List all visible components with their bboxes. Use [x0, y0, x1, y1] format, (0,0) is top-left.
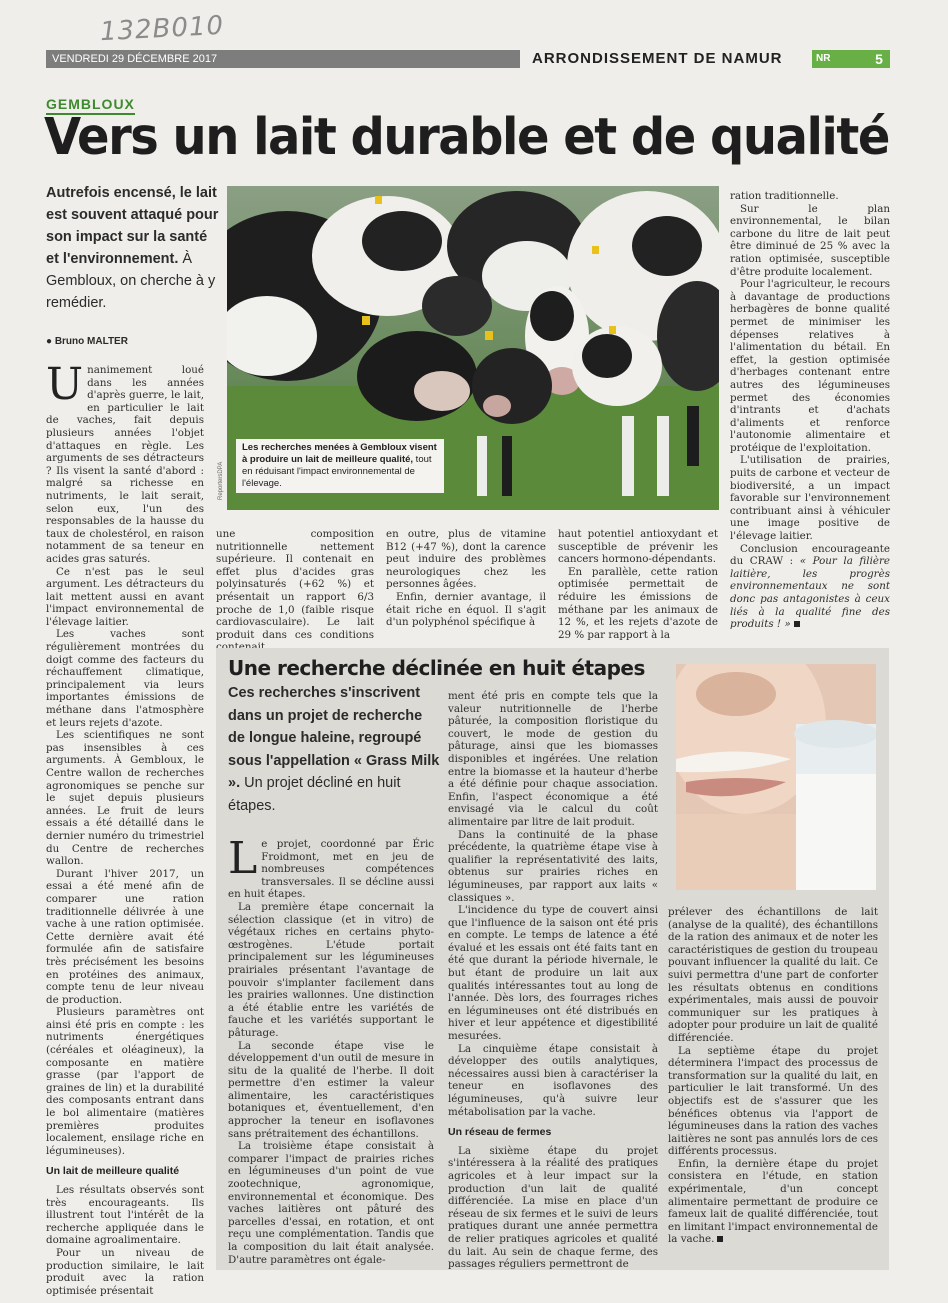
paragraph: La troisième étape consistait à comparer l'impact de prairies riches en légumineuses d'un point de vue zootechnique, agronomique, environnemental et économique. Des vaches laitières ont pâturé des parcelles d'essai, en rotation, et ont reçu une complémentation. Tandis que la composition du lait était analysée. D'autre paramètres ont égale- — [228, 1140, 434, 1266]
page-number: 5 — [868, 50, 890, 68]
paragraph: une composition nutritionnelle nettement supérieure. Il contenait en effet plus d'acides gras polyinsaturés (+62 %) et présentait un rapport 6/3 proche de 1,0 (faible risque cardiovasculaire). Le lait produit dans ces conditions — [216, 528, 374, 641]
paragraph: La sixième étape du projet s'intéressera à la réalité des pratiques agricoles et à leur impact sur la production d'un lait de qualité différenciée. La mise en place d'un réseau de six fermes et le suivi de leurs pratiques durant une année permettra de relier pratiques agricoles et qualité du lait. Au sein de chaque ferme, des passages réguliers permettront de — [448, 1144, 658, 1271]
paragraph: En parallèle, cette ration optimisée permettait de réduire les émissions de méthane par les animaux de 12 %, et les rejets d'azote de 29 % par rapport à la — [558, 565, 718, 641]
paragraph: Ce n'est pas le seul argument. Les détracteurs du lait mettent aussi en avant l'impact environnemental de l'élevage laitier. — [46, 565, 204, 628]
article-column-4 — [558, 528, 718, 641]
box-title: Une recherche déclinée en huit étapes — [228, 656, 645, 680]
section-title: ARRONDISSEMENT DE NAMUR — [532, 50, 783, 67]
article-column-5 — [730, 190, 890, 631]
paragraph — [730, 543, 890, 631]
milk-moustache-illustration — [676, 664, 876, 890]
paragraph-text: Enfin, la dernière étape du projet consistera en l'étude, en station expérimentale, d'un concept alimentaire permettant de produire ce fameux lait de qualité différenciée, tout en limitant l'impact environnemental de la vache. — [668, 1157, 878, 1246]
box-lead-bold: Ces recherches s'inscrivent dans un projet de recherche de longue haleine, regroupé sous l'appellation « Grass Milk ». — [228, 685, 440, 791]
paragraph: Pour un niveau de production similaire, le lait produit avec la ration optimisée présentait — [46, 1246, 204, 1297]
paragraph: Durant l'hiver 2017, un essai a été mené afin de comparer une ration traditionnelle délivrée à une vache à une ration optimisée. Cette dernière avait été formulée afin de satisfaire très précisément les besoins en protéines des animaux, compte tenu de leur niveau de production. — [46, 867, 204, 1006]
date-band: VENDREDI 29 DÉCEMBRE 2017 — [46, 50, 520, 68]
paragraph: Les résultats observés sont très encourageants. Ils illustrent tout l'intérêt de la recherche appliquée dans le domaine agroalimentaire. — [46, 1184, 204, 1247]
box-column-1 — [228, 833, 434, 1266]
end-mark — [717, 1236, 723, 1242]
end-mark — [794, 621, 800, 627]
lead-rest: À Gembloux, on cherche à y remédier. — [46, 251, 216, 311]
paragraph — [46, 359, 204, 566]
paragraph: prélever des échantillons de lait (analyse de la qualité), des échantillons de la ration des animaux et de noter les caractéristiques de gestion du troupeau pouvant influencer la qualité du lait. Ce suivi permettra d'une part de conforter les résultats obtenus en conditions expérimentales, mais aussi de pouvoir communiquer sur les pratiques à adopter pour produire un lait de qualité différenciée. — [668, 906, 878, 1044]
paragraph: Les scientifiques ne sont pas insensibles à ces arguments. À Gembloux, le Centre wallon de recherches agronomiques se penche sur le sujet depuis plusieurs années. Le fruit de leurs essais a été détaillé dans le dernier numéro du trimestriel du Centre de recherches wallon. — [46, 729, 204, 868]
dropcap: L — [228, 833, 258, 884]
dropcap: U — [46, 359, 84, 410]
box-lead — [228, 682, 442, 817]
box-column-3 — [668, 906, 878, 1246]
conclusion-text: Conclusion encourageante du CRAW : — [730, 542, 890, 568]
paragraph: Enfin, dernier avantage, il était riche en équol. Il s'agit d'un polyphénol spécifique à — [386, 590, 546, 629]
article-column-2 — [216, 528, 374, 654]
paragraph: haut potentiel antioxydant et susceptible de prévenir les cancers hormono-dépendants. — [558, 528, 718, 566]
conclusion-quote: « Pour la filière laitière, les progrès environnementaux ne sont donc pas antagonistes à ceux liés à la qualité fine des produits ! » — [730, 555, 890, 631]
paragraph: Les vaches sont régulièrement montrées du doigt comme des facteurs du réchauffement climatique, principalement via leurs importantes émissions de méthane dans l'atmosphère et leurs rejets d'azote. — [46, 628, 204, 729]
box-lead-rest: Un projet décliné en huit étapes. — [228, 775, 401, 814]
paragraph: Plusieurs paramètres ont ainsi été pris en compte : les nutriments énergétiques (céréales et oléagineux), la composante en matière grasse (par l'apport de graines de lin) et la durabilité des composants entrant dans le bol alimentaire (matières premières produites localement, ensilage riche en légumineuses). — [46, 1006, 204, 1157]
caption-bold: Les recherches menées à Gembloux visent à produire un lait de meilleure qualité, — [242, 442, 437, 465]
lead-bold: Autrefois encensé, le lait est souvent attaqué pour son impact sur la santé et l'environnement. — [46, 185, 219, 267]
box-column-2 — [448, 690, 658, 1271]
paragraph: Sur le plan environnemental, le bilan carbone du litre de lait peut être diminué de 25 % avec la ration optimisée, susceptible d'être produite localement. — [730, 202, 890, 278]
paragraph-text: nanimement loué dans les années d'après guerre, le lait, en particulier le lait de vaches, fait depuis plusieurs années l'objet d'attaques en règle. Les arguments de ses détracteurs ? Ils visent la santé d'abord : malgré sa richesse en nutriments, le lait serait, selon eux, l'un des responsables de la hausse du taux de cholestérol, en raison notamment de sa teneur en acides gras saturés. — [46, 364, 204, 565]
paragraph-text: e projet, coordonné par Éric Froidmont, met en jeu de nombreuses compétences transversales. Il se décline aussi en huit étapes. — [228, 838, 434, 901]
paragraph: Pour l'agriculteur, le recours à davantage de productions herbagères de bonne qualité permet de minimiser les dépenses relatives à l'alimentation du bétail. En effet, la gestion optimisée d'herbages contenant entre autres des légumineuses permet des économies d'intrants et d'achats d'aliments et renforce l'autonomie alimentaire et protéique de l'exploitation. — [730, 278, 890, 454]
handwritten-reference: 132B010 — [99, 10, 225, 48]
paragraph: L'utilisation de prairies, puits de carbone et vecteur de biodiversité, a un impact favorable sur l'environnement contribuant ainsi à véhiculer une image positive de l'élevage laitier. — [730, 454, 890, 543]
paragraph: ration traditionnelle. — [730, 190, 839, 202]
milk-moustache-photo — [676, 664, 876, 890]
paragraph: ment été pris en compte tels que la valeur nutritionnelle de l'herbe pâturée, la composition floristique du couvert, le mode de gestion du pâturage, ainsi que les biomasses disponibles et ingérées. Une relation entre la biomasse et la hauteur d'herbe a été définie pour chaque association. Enfin, l'aspect économique a été envisagé via le calcul du coût alimentaire par litre de lait produit. — [448, 690, 658, 828]
subheading: Un lait de meilleure qualité — [46, 1165, 180, 1178]
article-column-3 — [386, 528, 546, 629]
paragraph: La septième étape du projet déterminera l'impact des processus de transformation sur la qualité du lait, en particulier le lait transformé. Un des objectifs est de s'assurer que les bénéfices obtenus via l'apport de légumineuses dans la ration des vaches laitières ne sont pas annulés lors de ces différents processus. — [668, 1044, 878, 1158]
paragraph: en outre, plus de vitamine B12 (+47 %), dont la carence peut induire des problèmes neurologiques chez les personnes âgées. — [386, 528, 546, 591]
paragraph: Dans la continuité de la phase précédente, la quatrième étape vise à qualifier la représentativité des laits, obtenus sur prairies riches en légumineuses, par rapport aux laits « classiques ». — [448, 828, 658, 904]
article-kicker: GEMBLOUX — [46, 96, 135, 115]
subheading: Un réseau de fermes — [448, 1126, 552, 1139]
article-headline: Vers un lait durable et de qualité — [44, 108, 889, 167]
article-column-1 — [46, 359, 204, 1297]
paragraph: L'incidence du type de couvert ainsi que l'influence de la saison ont été pris en compte. Le temps de latence a été évalué et les essais ont été faits tant en été que durant la période hivernale, le but étant de produire un lait aux qualités intéressantes tout au long de l'année. Dès lors, des fourrages riches en légumineuses ont été distribués en hiver et leur appétence et digestibilité mesurées. — [448, 904, 658, 1043]
paragraph — [228, 833, 434, 901]
photo-credit: ReportersDPA — [218, 461, 224, 500]
byline: ● Bruno MALTER — [46, 336, 128, 347]
caption-rest: tout en réduisant l'impact environnemental de l'élevage. — [242, 454, 432, 489]
paragraph: La première étape concernait la sélection classique (et in vitro) de végétaux riches en certains phyto-œstrogènes. L'étude portait principalement sur les légumineuses prairiales présentant l'avantage de pouvoir s'implanter facilement dans les prairies wallonnes. Une distinction a été établie entre les variétés de fauche et les variétés supportant le pâturage. — [228, 900, 434, 1039]
paragraph — [668, 1158, 878, 1246]
article-lead — [46, 182, 220, 314]
cows-photo-caption — [236, 439, 444, 493]
paragraph: La cinquième étape consistait à développer des outils analytiques, nécessaires aussi bien à caractériser la teneur en isoflavones des légumineuses, qu'à suivre leur métabolisation par la vache. — [448, 1042, 658, 1118]
paragraph: La seconde étape vise le développement d'un outil de mesure in situ de la qualité de l'herbe. Il doit permettre d'en estimer la valeur alimentaire, les caractéristiques botaniques et, éventuellement, d'en approcher la teneur en isoflavones sans prétraitement des échantillons. — [228, 1039, 434, 1140]
edition-badge: NR — [812, 50, 868, 68]
